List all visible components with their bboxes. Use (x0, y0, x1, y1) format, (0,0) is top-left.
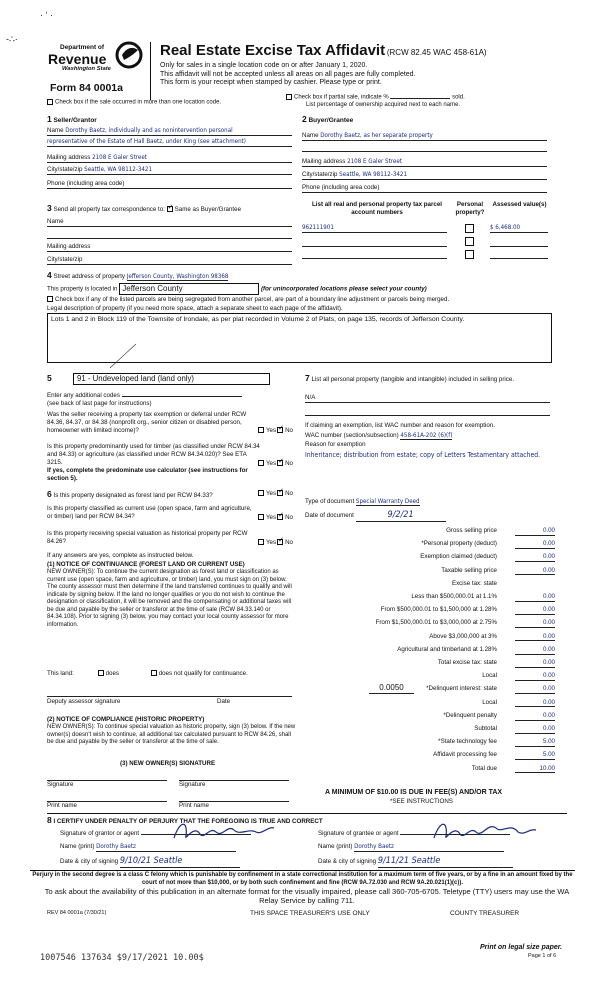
note-2: This affidavit will not be accepted unless all areas on all pages are fully completed. (160, 70, 416, 78)
buyer-name-field[interactable] (302, 132, 547, 141)
grantor-name-label: Name (print) (60, 843, 95, 850)
assessed-value-1[interactable]: $ 6,468.00 (490, 224, 548, 233)
section5-q1: Was the seller receiving a property tax exemption or deferral under RCW 84.36, 84.37, or 84.38 (nonprofit org., senior citizen or disabled person, homeowner with limited income)? (47, 411, 247, 434)
tax-row-value[interactable]: 0.00 (515, 567, 555, 576)
perjury-notice (30, 870, 575, 887)
grantor-signature-icon (170, 818, 280, 844)
segregated-label: Check box if any of the listed parcels are being segregated from another parcel, are part of a boundary line adjustment or parcels being merged. (55, 296, 450, 303)
section-5-number: 5 (47, 373, 52, 383)
parcel-col-header: List all real and personal property tax parcel account numbers (312, 201, 442, 216)
seller-name-value-1: Dorothy Baetz, individually and as nonintervention personal (65, 127, 233, 134)
note-1: Only for sales in a single location code on or after January 1, 2020. (160, 61, 368, 69)
q1-no-label: No (285, 427, 294, 434)
reason-value[interactable]: Inheritance; distribution from estate; copy of Letters Testamentary attached. (305, 451, 541, 459)
does-not-checkbox[interactable] (151, 670, 157, 676)
local-rate[interactable]: 0.0050 (369, 683, 414, 694)
tax-row-label: Total due (471, 764, 497, 772)
tax-calculation-table (305, 527, 555, 797)
tax-row-label: Subtotal (474, 725, 497, 732)
new-owner-print-2: Print name (179, 801, 289, 810)
parcel-number-3[interactable] (302, 250, 447, 259)
section-8-number: 8 (47, 815, 52, 825)
revision-label: REV 84 0001a (7/30/21) (47, 910, 107, 916)
tax-row-value[interactable]: 0.00 (515, 619, 555, 628)
buyer-mailing-field[interactable] (302, 158, 547, 167)
new-owner-signature-1: Signature (47, 780, 167, 789)
dept-line1: Department of (60, 44, 105, 51)
this-land-label: This land: (47, 670, 74, 677)
form-title: Real Estate Excise Tax Affidavit (160, 42, 386, 59)
section-4-number: 4 (47, 270, 52, 280)
assessed-value-3[interactable] (490, 250, 548, 259)
does-label: does (105, 670, 119, 677)
section-3-number: 3 (47, 203, 52, 213)
grantor-name-field[interactable] (60, 843, 290, 852)
additional-codes-label: Enter any additional codes (47, 392, 120, 399)
buyer-city-field[interactable] (302, 171, 547, 180)
minimum-due-note: A MINIMUM OF $10.00 IS DUE IN FEE(S) AND/OR TAX (325, 789, 503, 796)
tax-row-label: *Personal property (deduct) (421, 540, 497, 548)
grantor-date-field[interactable] (60, 856, 290, 868)
seller-mailing-label: Mailing address (47, 154, 91, 161)
document-date-field[interactable] (305, 510, 555, 522)
tax-row-value[interactable]: 0.00 (515, 646, 555, 655)
notice-1-title: (1) NOTICE OF CONTINUANCE (FOREST LAND OR CURRENT USE) (47, 561, 245, 568)
seller-phone-label: Phone (including area code) (47, 180, 125, 187)
unincorporated-note: (for unincorporated locations please select your county) (260, 285, 427, 293)
correspondence-city-field[interactable] (47, 256, 292, 265)
wac-label: WAC number (section/subsection) (305, 432, 399, 439)
buyer-city-label: City/state/zip (302, 171, 338, 178)
section6-q1-yesno[interactable] (258, 490, 293, 498)
s6q3-no-label: No (285, 539, 294, 546)
correspondence-name-label: Name (47, 218, 64, 225)
legal-description-value: Lots 1 and 2 in Block 119 of the Townsite of Irondale, as per plat recorded in Volume 2 of Plats, on page 135, records of Jefferson County. (51, 316, 465, 323)
buyer-name-line-2[interactable] (302, 143, 547, 152)
correspondence-mailing-label: Mailing address (47, 243, 91, 250)
wac-value: 458-61A-202 (6)(f) (400, 432, 453, 439)
tax-row-label: Agricultural and timberland at 1.28% (397, 645, 497, 653)
section-1-title: Seller/Grantor (53, 117, 97, 124)
document-type-value: Special Warranty Deed (355, 498, 420, 505)
section6-q2-yesno[interactable] (258, 514, 293, 522)
tax-row-value[interactable]: 0.00 (515, 712, 555, 721)
see-instructions-note: *SEE INSTRUCTIONS (390, 798, 453, 805)
section5-q2: Is this property predominantly used for timber (as classified under RCW 84.34 and 84.33) or agriculture (as classified under RCW 84.34.020)? See ETA 3215. (47, 443, 260, 466)
same-as-buyer-checkbox[interactable] (167, 206, 173, 212)
header-divider (150, 42, 151, 100)
list-pct-note: List percentage of ownership acquired next to each name. (306, 102, 461, 108)
deputy-signature-label: Deputy assessor signature (47, 698, 121, 705)
section-2-title: Buyer/Grantee (308, 117, 354, 124)
grantee-name-field[interactable] (318, 843, 558, 852)
grantor-name-value: Dorothy Baetz (96, 843, 236, 852)
buyer-phone-label: Phone (including area code) (302, 184, 380, 191)
property-use-select[interactable]: 91 - Undeveloped land (land only) (73, 373, 270, 385)
multi-location-check[interactable] (47, 99, 221, 107)
seller-mailing-value: 2108 E Galer Street (92, 154, 147, 161)
seller-city-value: Seattle, WA 98112-3421 (84, 166, 153, 173)
personal-property-checkbox-3[interactable] (465, 250, 474, 259)
grantee-signature-icon (430, 818, 540, 844)
personal-property-line-2[interactable] (305, 407, 550, 416)
q1-yes-label: Yes (266, 427, 277, 434)
section-1-number: 1 (47, 114, 52, 124)
document-date-value: 9/2/21 (356, 510, 446, 522)
receipt-stamp: 1007546 137634 $9/17/2021 10.00$ (40, 953, 204, 963)
legal-paper-note: Print on legal size paper. (480, 944, 563, 951)
sold-label: sold. (452, 94, 465, 101)
grantee-signature-label: Signature of grantee or agent (318, 830, 399, 837)
personal-col-header: Personal property? (455, 201, 485, 216)
assessed-value-2[interactable] (490, 238, 548, 247)
assessed-col-header: Assessed value(s) (492, 201, 547, 208)
tax-row-value[interactable]: 0.00 (515, 633, 555, 642)
tax-row-value[interactable]: 0.00 (515, 725, 555, 734)
partial-sale-check[interactable] (286, 94, 465, 102)
section-6-number: 6 (47, 489, 52, 499)
correspondence-mailing-field[interactable] (47, 243, 292, 252)
q2-no-label: No (285, 460, 294, 467)
tax-row-label: Local (482, 698, 497, 706)
s6q1-yes-label: Yes (266, 490, 277, 497)
tax-row-value[interactable]: 0.00 (515, 699, 555, 708)
buyer-name-label: Name (302, 132, 319, 139)
tax-row-value[interactable]: 0.00 (515, 672, 555, 681)
additional-codes-field[interactable] (47, 392, 287, 408)
tax-row-label: Affidavit processing fee (433, 751, 497, 759)
grantee-date-value: 9/11/21 Seattle (378, 856, 513, 868)
multi-location-label: Check box if the sale occurred in more than one location code. (55, 99, 222, 106)
section-3-header (47, 203, 297, 214)
document-type-label: Type of document (305, 498, 355, 505)
personal-property-checkbox-2[interactable] (465, 237, 474, 246)
wac-field[interactable] (305, 432, 555, 440)
notice-1-text: NEW OWNER(S): To continue the current designation as forest land or classification as current use (open space, farm and agriculture, or timber) land, you must sign on (3) below. The county assessor must then determine if the land transferred continues to qualify and will indicate by signing below. If the land no longer qualifies or you do not wish to continue the designation or classification, it will be removed and the compensating or additional taxes will be due and payable by the seller or transferor at the time of sale (RCW 84.33.140 or 84.34.108). Prior to signing (3) below, you may contact your local county assessor for more information. (47, 569, 292, 628)
seller-name-label: Name (47, 127, 64, 134)
form-number: Form 84 0001a (50, 82, 123, 94)
seller-phone-field[interactable] (47, 180, 292, 189)
document-date-label: Date of document (305, 512, 354, 519)
tax-row-value[interactable]: 5.00 (515, 738, 555, 747)
tax-row-value[interactable]: 0.00 (515, 606, 555, 615)
tax-row-value[interactable]: 5.00 (515, 751, 555, 760)
tax-row-value[interactable]: 0.00 (515, 527, 555, 536)
pen-mark-icon (108, 340, 138, 370)
seller-city-label: City/state/zip (47, 166, 83, 173)
this-land-row (47, 670, 297, 678)
section-2-number: 2 (302, 114, 307, 124)
tax-row-label: From $1,500,000.01 to $3,000,000 at 2.75% (375, 619, 497, 627)
correspondence-name-field[interactable] (47, 218, 292, 227)
buyer-city-value: Seattle, WA 98112-3421 (339, 171, 408, 178)
page-number: Page 1 of 6 (528, 953, 557, 959)
deputy-date-label: Date (217, 698, 231, 705)
section6-q2: Is this property classified as current use (open space, farm and agriculture, or timber) land per RCW 84.34? (47, 505, 252, 520)
deputy-signature-line[interactable] (47, 696, 292, 706)
tax-row-label: Taxable selling price (441, 566, 497, 574)
personal-property-value: N/A (305, 394, 316, 401)
treasurer-use-label: THIS SPACE TREASURER'S USE ONLY (250, 910, 370, 917)
new-owner-signature-title: (3) NEW OWNER(S) SIGNATURE (120, 760, 216, 767)
correspondence-city-label: City/state/zip (47, 256, 83, 263)
section5-q2-yesno[interactable] (258, 460, 293, 468)
perjury-text: Perjury in the second degree is a class C felony which is punishable by confinement in a state correctional institution for a maximum term of five years, or by a fine in an amount fixed by the court of not more than $10,000, or by both such confinement and fine (RCW 9A.72.030 and RCW 9A.20.021(1)(c)). (32, 872, 573, 886)
buyer-mailing-value: 2108 E Galer Street (347, 158, 402, 165)
same-as-buyer-label: Same as Buyer/Grantee (174, 206, 242, 213)
section6-q3-yesno[interactable] (258, 539, 293, 547)
tax-row-value[interactable]: 10.00 (515, 765, 555, 774)
seller-mailing-field[interactable] (47, 154, 292, 163)
section-3-label: Send all property tax correspondence to: (53, 206, 165, 213)
tax-row-label: Above $3,000,000 at 3% (429, 632, 497, 640)
additional-codes-note: (see back of last page for instructions) (47, 399, 152, 407)
section6-q3: Is this property receiving special valuation as historical property per RCW 84.26? (47, 530, 248, 545)
reason-label: Reason for exemption (305, 441, 366, 448)
grantee-date-field[interactable] (318, 856, 558, 868)
tax-row-label: Less than $500,000.01 at 1.1% (411, 593, 497, 600)
rcw-reference: (RCW 82.45 WAC 458-61A) (386, 48, 487, 57)
parcel-number-2[interactable] (302, 238, 447, 247)
top-marks: · ‘ · (40, 10, 53, 20)
grantee-name-label: Name (print) (318, 843, 353, 850)
section-7-number: 7 (305, 373, 310, 383)
tax-row-label: From $500,000.01 to $1,500,000 at 1.28% (380, 606, 497, 614)
s6q2-yes-label: Yes (266, 514, 277, 521)
grantor-date-value: 9/10/21 Seattle (120, 856, 240, 868)
tax-row-label: *Delinquent interest: state (426, 685, 497, 693)
section5-q2b: If yes, complete the predominate use calculator (see instructions for section 5). (47, 467, 248, 482)
section6-q1-text: Is this property designated as forest land per RCW 84.33? (53, 492, 213, 499)
buyer-mailing-label: Mailing address (302, 158, 346, 165)
located-in-label: This property is located in (47, 285, 118, 293)
accessibility-notice: To ask about the availability of this publication in an alternate format for the visually impaired, please call 360-705-6705. Teletype (TTY) users may use the WA Relay Service by calling 711. (44, 887, 570, 905)
personal-property-field[interactable] (305, 394, 550, 403)
section-7-label: List all personal property (tangible and intangible) included in selling price. (311, 376, 515, 383)
street-address-field[interactable] (47, 270, 307, 281)
section-1-header (47, 114, 97, 125)
tax-row-value[interactable]: 0.00 (515, 540, 555, 549)
s6q3-yes-label: Yes (266, 539, 277, 546)
new-owner-signature-2: Signature (179, 780, 289, 789)
tax-row-value[interactable]: 0.00 (515, 685, 555, 694)
legal-description-label: Legal description of property (if you need more space, attach a separate sheet to each page of the affidavit). (47, 305, 343, 312)
notice-2-title: (2) NOTICE OF COMPLIANCE (HISTORIC PROPERTY) (47, 716, 205, 723)
section5-q1-yesno[interactable] (258, 427, 293, 435)
section6-q1 (47, 489, 257, 500)
segregated-check[interactable] (47, 296, 577, 304)
exemption-note: If claiming an exemption, list WAC number and reason for exemption. (305, 422, 495, 429)
revenue-logo-icon (114, 40, 144, 70)
tax-row-value[interactable]: 0.00 (515, 659, 555, 668)
street-address-label: Street address of property (53, 273, 126, 280)
grantor-date-label: Date & city of signing (60, 858, 119, 865)
parcel-number-1[interactable]: 962111901 (302, 224, 447, 233)
section-7-header (305, 373, 555, 384)
tax-row-label: Gross selling price (446, 527, 497, 534)
new-owner-signature-lines[interactable] (47, 780, 292, 810)
if-any-note: If any answers are yes, complete as instructed below. (47, 552, 194, 559)
personal-property-checkbox-1[interactable] (465, 224, 474, 233)
tax-row-label: Excise tax: state (451, 579, 497, 587)
note-3: This form is your receipt when stamped by cashier. Please type or print. (160, 79, 382, 87)
left-marks: -∴· (6, 34, 18, 44)
grantee-name-value: Dorothy Baetz (354, 843, 504, 852)
county-treasurer-label: COUNTY TREASURER (450, 910, 520, 917)
tax-row-value[interactable]: 0.00 (515, 553, 555, 562)
seller-city-field[interactable] (47, 166, 292, 175)
dept-line3: Washington State (62, 66, 111, 73)
seller-name-value-2: representative of the Estate of Hall Baetz, under King (see attachment) (47, 138, 292, 147)
s6q2-no-label: No (285, 514, 294, 521)
tax-row-label: Exemption claimed (deduct) (420, 553, 497, 561)
section-2-header (302, 114, 353, 125)
dor-logo (48, 44, 148, 73)
tax-row-value[interactable]: 0.00 (515, 593, 555, 602)
partial-sale-label: Check box if partial sale, indicate % (294, 94, 389, 101)
tax-row-label: Total excise tax: state (437, 659, 497, 666)
buyer-name-value: Dorothy Baetz, as her separate property (320, 132, 433, 139)
new-owner-print-1: Print name (47, 801, 167, 810)
tax-row-label: *State technology fee (438, 738, 497, 746)
notice-2-text: NEW OWNER(S): To continue special valuation as historic property, sign (3) below. If the new owner(s) doesn't wish to continue, all additional tax calculated pursuant to RCW 84.26, shall be due and payable by the seller or transferor at the time of sale. (47, 724, 296, 745)
seller-name-field[interactable] (47, 127, 292, 147)
q2-yes-label: Yes (266, 460, 277, 467)
does-checkbox[interactable] (98, 670, 104, 676)
county-select[interactable]: Jefferson County (119, 283, 259, 295)
tax-row-label: Local (482, 672, 497, 680)
tax-row-label: *Delinquent penalty (443, 711, 497, 719)
grantee-date-label: Date & city of signing (318, 858, 377, 865)
located-in-row (47, 283, 567, 295)
does-not-label: does not qualify for continuance. (158, 670, 248, 677)
correspondence-name-line-2[interactable] (47, 230, 292, 239)
street-address-value: Jefferson County, Washington 98368 (126, 273, 229, 280)
grantor-signature-label: Signature of grantor or agent (60, 830, 140, 837)
s6q1-no-label: No (285, 490, 294, 497)
certify-text: I CERTIFY UNDER PENALTY OF PERJURY THAT THE FOREGOING IS TRUE AND CORRECT (53, 818, 323, 825)
dept-line2: Revenue (48, 51, 107, 68)
buyer-phone-field[interactable] (302, 184, 547, 193)
document-type-field[interactable] (305, 498, 555, 506)
